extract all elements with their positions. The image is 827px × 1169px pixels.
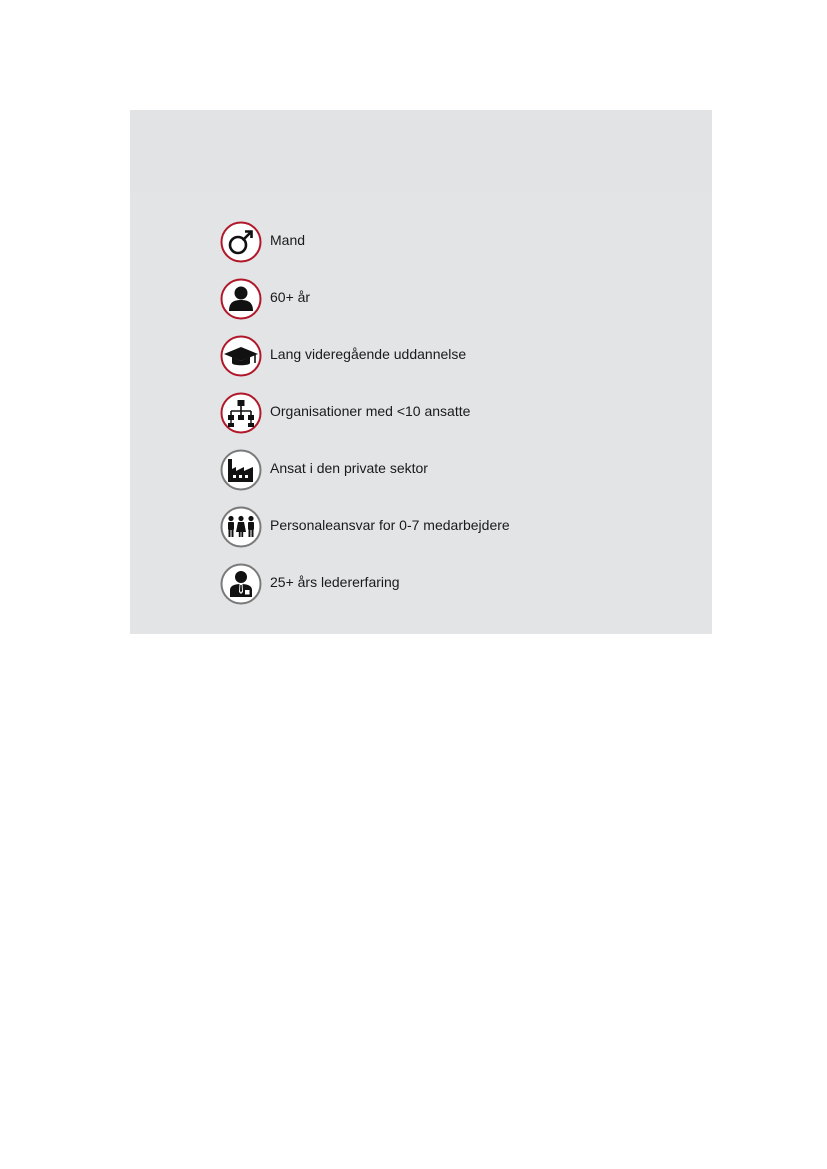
team-icon xyxy=(220,506,262,548)
graduation-cap-icon xyxy=(220,335,262,377)
profile-item-organisation-size xyxy=(220,392,510,449)
profile-panel xyxy=(130,110,712,634)
profile-item-staff-responsibility xyxy=(220,506,510,563)
profile-item-sector xyxy=(220,449,510,506)
person-icon xyxy=(220,278,262,320)
male-symbol-icon xyxy=(220,221,262,263)
profile-item-label: Personaleansvar for 0-7 medarbejdere xyxy=(270,517,510,533)
profile-item-label: Mand xyxy=(270,232,306,248)
org-chart-icon xyxy=(220,392,262,434)
panel-header-band xyxy=(130,110,712,192)
profile-list xyxy=(220,221,510,620)
profile-item-leadership-experience xyxy=(220,563,510,620)
profile-item-label: 60+ år xyxy=(270,289,311,305)
profile-item-gender xyxy=(220,221,510,278)
profile-item-age xyxy=(220,278,510,335)
profile-item-education xyxy=(220,335,510,392)
profile-item-label: 25+ års ledererfaring xyxy=(270,574,400,590)
manager-icon xyxy=(220,563,262,605)
profile-item-label: Organisationer med <10 ansatte xyxy=(270,403,471,419)
factory-icon xyxy=(220,449,262,491)
profile-item-label: Lang videregående uddannelse xyxy=(270,346,467,362)
profile-item-label: Ansat i den private sektor xyxy=(270,460,428,476)
